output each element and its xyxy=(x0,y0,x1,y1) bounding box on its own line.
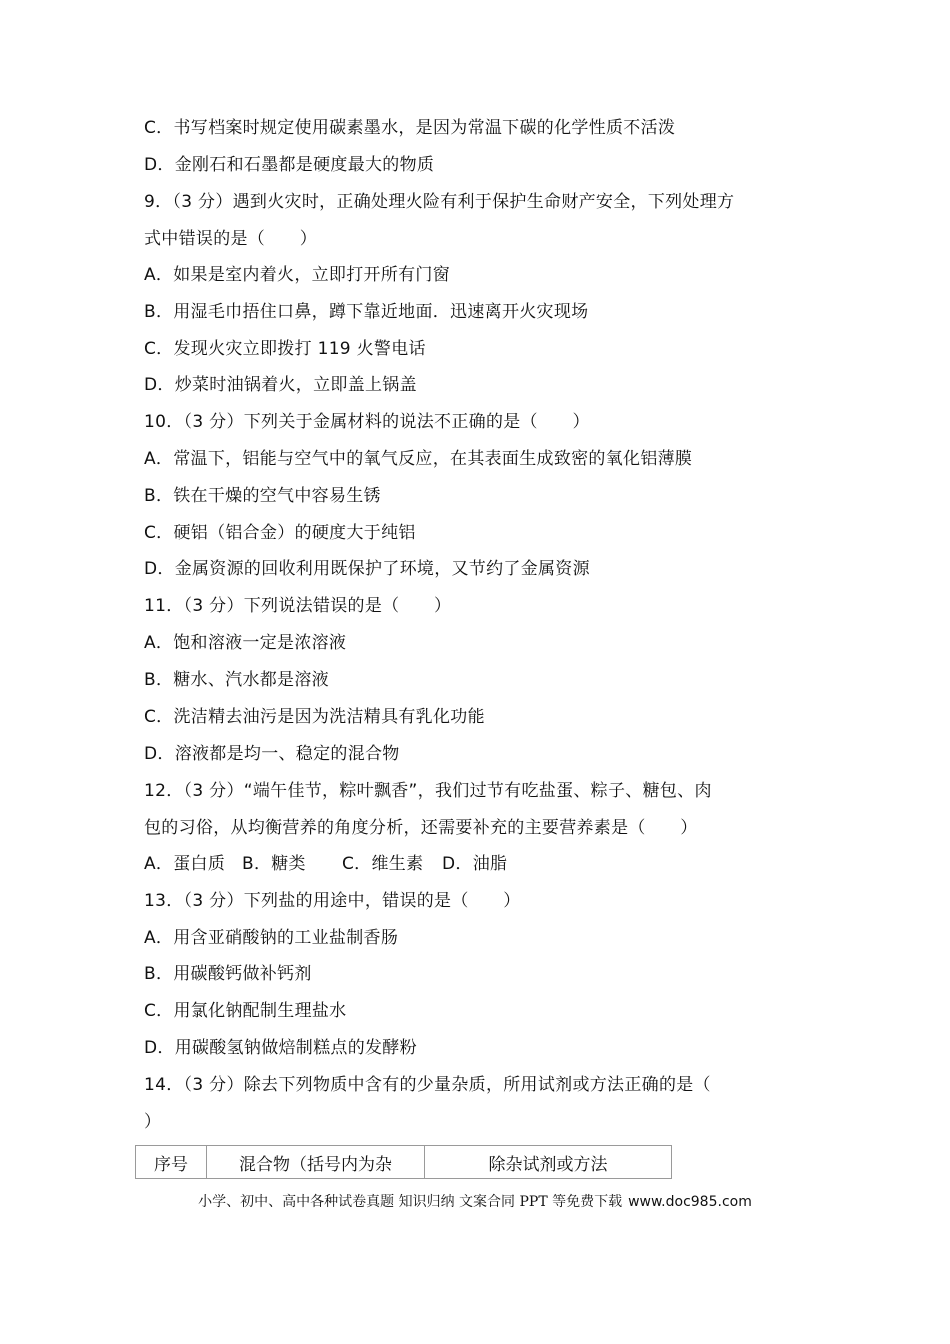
option-line: A．用含亚硝酸钠的工业盐制香肠 xyxy=(144,928,399,948)
option-line: B．铁在干燥的空气中容易生锈 xyxy=(144,486,381,506)
question-line: 9．（3 分）遇到火灾时，正确处理火险有利于保护生命财产安全，下列处理方 xyxy=(144,192,735,212)
option-line: D．炒菜时油锅着火，立即盖上锅盖 xyxy=(144,375,417,395)
option-line: D．金刚石和石墨都是硬度最大的物质 xyxy=(144,155,435,175)
table-header-cell: 混合物（括号内为杂 xyxy=(207,1146,425,1179)
option-line: C．书写档案时规定使用碳素墨水，是因为常温下碳的化学性质不活泼 xyxy=(144,118,676,138)
option-line: B．用碳酸钙做补钙剂 xyxy=(144,964,312,984)
option-line: C．发现火灾立即拨打 119 火警电话 xyxy=(144,339,426,359)
question-line: 10．（3 分）下列关于金属材料的说法不正确的是（ ） xyxy=(144,412,590,432)
table-header-row xyxy=(136,1146,672,1179)
option-c: C．维生素 xyxy=(342,854,424,874)
option-line: B．用湿毛巾捂住口鼻，蹲下靠近地面．迅速离开火灾现场 xyxy=(144,302,589,322)
question-line: 13．（3 分）下列盐的用途中，错误的是（ ） xyxy=(144,891,521,911)
option-line: B．糖水、汽水都是溶液 xyxy=(144,670,329,690)
question-line: 包的习俗，从均衡营养的角度分析，还需要补充的主要营养素是（ ） xyxy=(144,818,698,838)
mixture-table xyxy=(135,1145,672,1179)
table-header-cell: 除杂试剂或方法 xyxy=(425,1146,672,1179)
option-line: C．用氯化钠配制生理盐水 xyxy=(144,1001,347,1021)
option-line: A．如果是室内着火，立即打开所有门窗 xyxy=(144,265,451,285)
option-d: D．油脂 xyxy=(442,854,508,874)
q12-options xyxy=(144,852,507,876)
footer-text: 小学、初中、高中各种试卷真题 知识归纳 文案合同 PPT 等免费下载 xyxy=(198,1194,623,1210)
table-header-cell: 序号 xyxy=(136,1146,207,1179)
question-line: ） xyxy=(144,1112,162,1132)
option-line: D．用碳酸氢钠做焙制糕点的发酵粉 xyxy=(144,1038,417,1058)
option-line: C．硬铝（铝合金）的硬度大于纯铝 xyxy=(144,523,416,543)
option-line: C．洗洁精去油污是因为洗洁精具有乳化功能 xyxy=(144,707,485,727)
page-footer xyxy=(0,1191,950,1211)
option-line: D．溶液都是均一、稳定的混合物 xyxy=(144,744,400,764)
question-line: 12．（3 分）“端午佳节，粽叶飘香”，我们过节有吃盐蛋、粽子、糖包、肉 xyxy=(144,781,712,801)
question-line: 11．（3 分）下列说法错误的是（ ） xyxy=(144,596,452,616)
option-line: A．饱和溶液一定是浓溶液 xyxy=(144,633,347,653)
question-line: 14．（3 分）除去下列物质中含有的少量杂质，所用试剂或方法正确的是（ xyxy=(144,1075,711,1095)
option-b: B．糖类 xyxy=(242,854,306,874)
footer-url[interactable]: www.doc985.com xyxy=(628,1194,752,1210)
option-line: A．常温下，铝能与空气中的氧气反应，在其表面生成致密的氧化铝薄膜 xyxy=(144,449,693,469)
question-line: 式中错误的是（ ） xyxy=(144,229,317,249)
option-a: A．蛋白质 xyxy=(144,854,226,874)
option-line: D．金属资源的回收利用既保护了环境，又节约了金属资源 xyxy=(144,559,590,579)
